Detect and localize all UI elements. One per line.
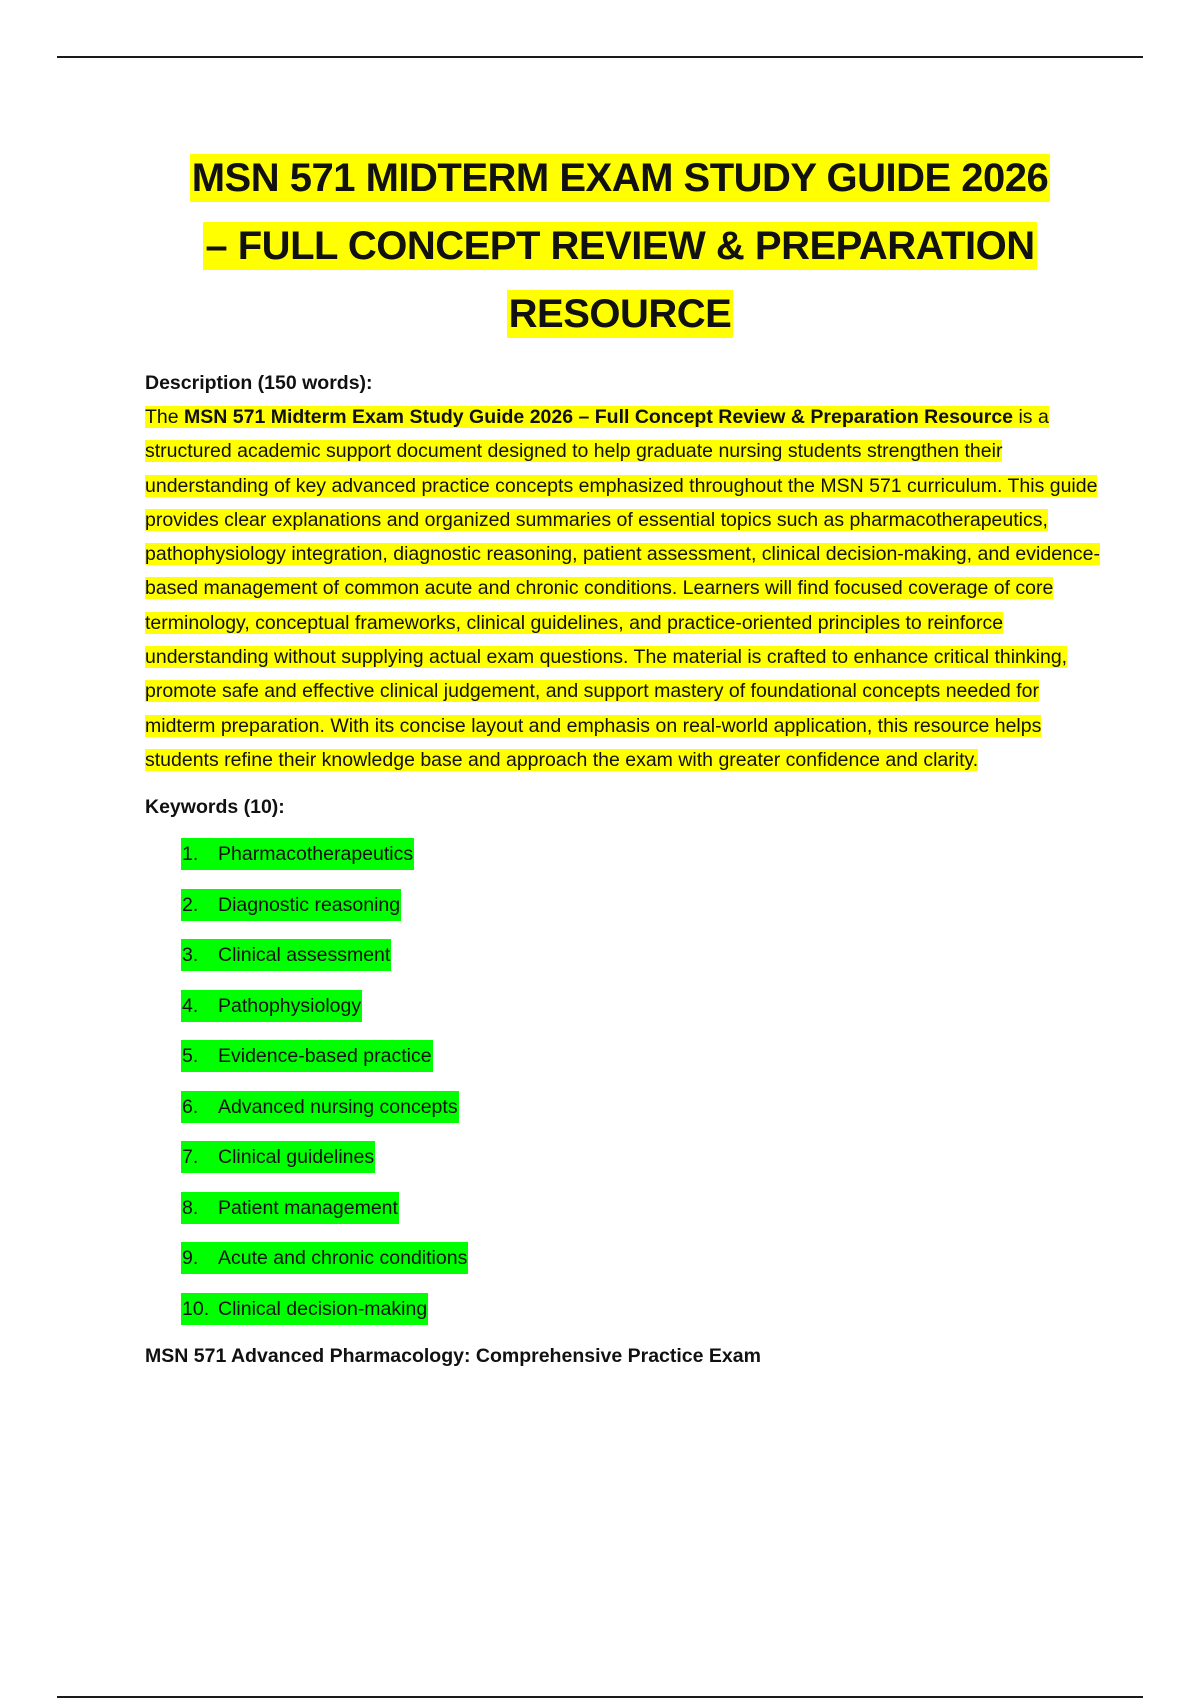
document-body xyxy=(145,366,1105,1373)
description-label: Description (150 words): xyxy=(145,372,373,394)
title-line-1: MSN 571 MIDTERM EXAM STUDY GUIDE 2026 xyxy=(191,156,1049,200)
list-item xyxy=(181,838,1105,889)
description-text xyxy=(145,406,1100,771)
list-item xyxy=(181,1192,1105,1243)
keyword-highlight: 10. Clinical decision-making xyxy=(181,1293,428,1325)
title-line-3: RESOURCE xyxy=(508,292,732,336)
description-paragraph xyxy=(145,400,1105,777)
document-title xyxy=(130,144,1110,348)
keyword-highlight: 1. Pharmacotherapeutics xyxy=(181,838,414,870)
list-item xyxy=(181,1141,1105,1192)
list-item xyxy=(181,1040,1105,1091)
keyword-highlight: 5. Evidence-based practice xyxy=(181,1040,433,1072)
keywords-list xyxy=(181,838,1105,1343)
list-item xyxy=(181,889,1105,940)
list-item xyxy=(181,1293,1105,1344)
list-item xyxy=(181,939,1105,990)
description-bold-title: MSN 571 Midterm Exam Study Guide 2026 – Full Concept Review & Preparation Resource xyxy=(184,406,1014,428)
top-rule xyxy=(57,56,1143,58)
keyword-highlight: 6. Advanced nursing concepts xyxy=(181,1091,459,1123)
keyword-highlight: 3. Clinical assessment xyxy=(181,939,391,971)
list-item xyxy=(181,1091,1105,1142)
bottom-rule xyxy=(57,1696,1143,1698)
practice-exam-heading: MSN 571 Advanced Pharmacology: Comprehensive Practice Exam xyxy=(145,1345,761,1368)
keyword-highlight: 8. Patient management xyxy=(181,1192,399,1224)
keyword-highlight: 4. Pathophysiology xyxy=(181,990,362,1022)
list-item xyxy=(181,1242,1105,1293)
description-prefix: The xyxy=(145,406,185,428)
keywords-label: Keywords (10): xyxy=(145,796,285,819)
list-item xyxy=(181,990,1105,1041)
keyword-highlight: 9. Acute and chronic conditions xyxy=(181,1242,468,1274)
keyword-highlight: 2. Diagnostic reasoning xyxy=(181,889,401,921)
title-line-2: – FULL CONCEPT REVIEW & PREPARATION xyxy=(205,224,1035,268)
description-body: is a structured academic support document designed to help graduate nursing students strengthen their understanding of key advanced practice concepts emphasized throughout the MSN 571 curriculum. This guide provides clear explanations and organized summaries of essential topics such as pharmacotherapeutics, pathophysiology integration, diagnostic reasoning, patient assessment, clinical decision-making, and evidence-based management of common acute and chronic conditions. Learners will find focused coverage of core terminology, conceptual frameworks, clinical guidelines, and practice-oriented principles to reinforce understanding without supplying actual exam questions. The material is crafted to enhance critical thinking, promote safe and effective clinical judgement, and support mastery of foundational concepts needed for midterm preparation. With its concise layout and emphasis on real-world application, this resource helps students refine their knowledge base and approach the exam with greater confidence and clarity. xyxy=(145,406,1100,771)
keyword-highlight: 7. Clinical guidelines xyxy=(181,1141,375,1173)
